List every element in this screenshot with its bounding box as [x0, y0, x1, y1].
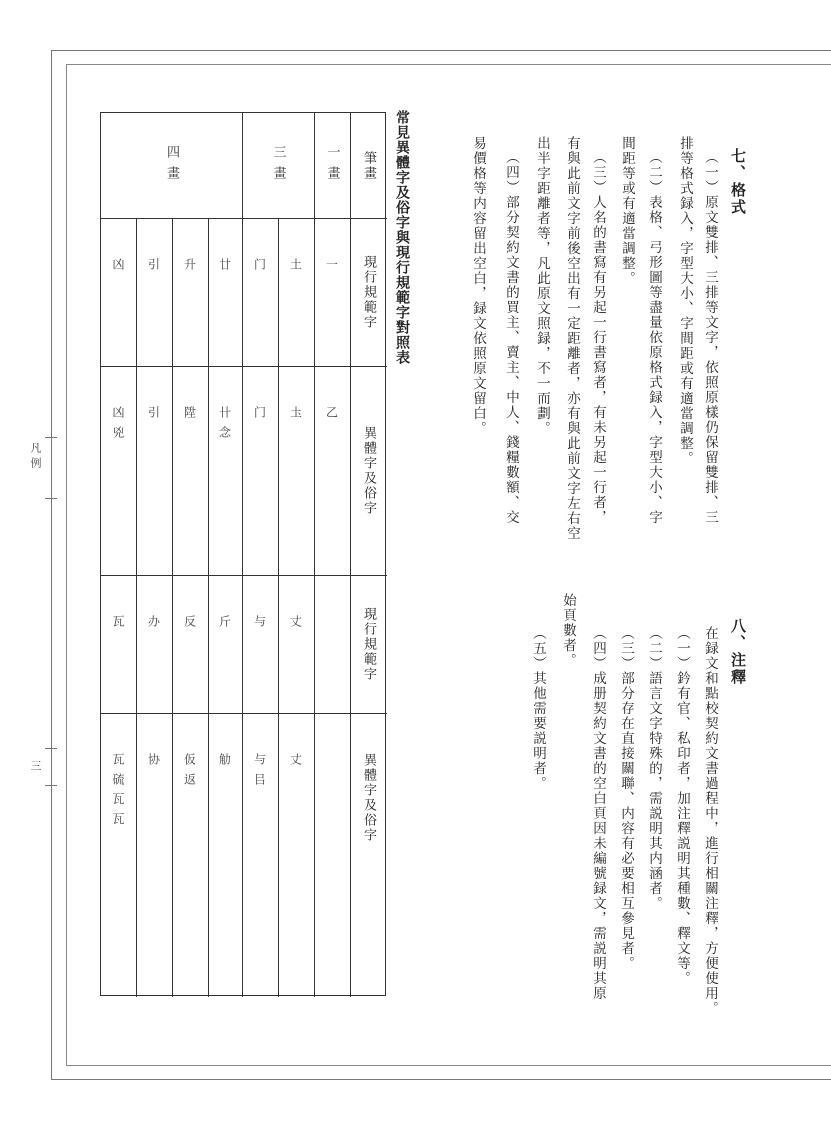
standard-char: 与 [252, 615, 267, 629]
standard-char: 反 [182, 615, 197, 629]
standard-char-cell [208, 218, 242, 366]
standard-char: 办 [146, 615, 161, 629]
variant-char: 乙 [324, 406, 339, 420]
header-standard-1-cell [350, 218, 387, 366]
standard-char-cell [208, 575, 242, 713]
variant-char-cell [172, 713, 208, 997]
standard-char: 斤 [217, 615, 232, 629]
standard-char-cell [314, 218, 350, 366]
variant-char-cell [172, 366, 208, 575]
variant-char-cell [136, 713, 172, 997]
standard-char-cell [278, 575, 314, 713]
margin-tick [45, 748, 57, 749]
header-strokes: 筆畫 [361, 150, 376, 181]
standard-char: 瓦 [111, 615, 125, 629]
stroke-group: 三畫 [270, 144, 286, 187]
variant-char-cell [208, 366, 242, 575]
table-grid [100, 112, 386, 996]
standard-char-cell [242, 575, 278, 713]
section-7-line: （四）部分契約文書的買主、賣主、中人、錢糧數額、交 [503, 150, 519, 525]
section-8-line: （四）成册契約文書的空白頁因未編號録文，需説明其原 [590, 626, 606, 1001]
variant-char: 丈 [288, 753, 303, 767]
stroke-group-cell [101, 113, 242, 218]
standard-char: 引 [146, 258, 161, 272]
variant-char: 门 [252, 406, 267, 420]
margin-tick [45, 437, 57, 438]
section-8-line: （一）鈐有官、私印者，加注釋説明其種數、釋文等。 [674, 626, 690, 986]
standard-char-cell [172, 575, 208, 713]
variant-char: 与 㠯 [252, 753, 267, 787]
section-8-line: （二）語言文字特殊的，需説明其内涵者。 [646, 626, 662, 911]
header-variant-2-cell [350, 713, 387, 997]
standard-char-cell [278, 218, 314, 366]
variant-char-cell [314, 366, 350, 575]
standard-char: 廿 [217, 258, 232, 272]
standard-char-cell [101, 218, 136, 366]
section-7-line: 出半字距離者等，凡此原文照録，不一而劃。 [534, 136, 550, 436]
section-7-line: 易價格等内容留出空白，録文依照原文留白。 [470, 136, 486, 436]
variant-char: 仮 返 [182, 753, 197, 787]
standard-char: 丈 [288, 615, 303, 629]
variant-char-cell [278, 713, 314, 997]
header-standard-1: 現行規範字 [361, 254, 376, 330]
variant-char: 引 [146, 406, 161, 420]
header-standard-2-cell [350, 575, 387, 713]
section-8-heading: 八、注釋 [729, 618, 747, 686]
standard-char: 门 [252, 258, 267, 272]
stroke-group: 四畫 [164, 144, 179, 187]
variant-char-cell [278, 366, 314, 575]
margin-tick [45, 785, 57, 786]
header-standard-2: 現行規範字 [361, 606, 376, 682]
variant-char: 协 [146, 753, 161, 767]
section-8-line: （五）其他需要説明者。 [530, 626, 546, 791]
variant-char-cell [208, 713, 242, 997]
stroke-group-cell [314, 113, 350, 218]
section-8-line: 在録文和點校契約文書過程中，進行相關注釋，方便使用。 [702, 626, 718, 1016]
table-title: 常見異體字及俗字與現行規範字對照表 [394, 110, 410, 365]
section-7-line: （三）人名的書寫有另起一行書寫者，有未另起一行者， [590, 150, 606, 525]
standard-char: 一 [324, 258, 339, 272]
header-variant-1: 異體字及俗字 [361, 425, 376, 516]
variant-char: 瓦 硫 瓦 瓦 [111, 753, 125, 827]
section-7-line: 排等格式録入，字型大小、字間距或有適當調整。 [677, 136, 693, 466]
section-7-line: （一）原文雙排、三排等文字，依照原樣仍保留雙排、三 [702, 150, 718, 525]
variant-char-cell [101, 366, 136, 575]
standard-char-cell [242, 218, 278, 366]
section-8-line: （三）部分存在直接關聯、内容有必要相互參見者。 [618, 626, 634, 971]
variant-char: 卄 念 [217, 406, 232, 440]
margin-section-label: 凡例 [29, 442, 42, 472]
margin-tick [45, 498, 57, 499]
standard-char-cell [136, 575, 172, 713]
section-7-line: （二）表格、弓形圖等盡量依原格式録入，字型大小、字 [646, 150, 662, 525]
variant-char-cell [242, 366, 278, 575]
variant-char: 陞 [182, 406, 197, 420]
header-variant-1-cell [350, 366, 387, 575]
header-variant-2: 異體字及俗字 [361, 753, 376, 843]
page-number: 三 [29, 760, 42, 771]
stroke-group: 一畫 [324, 144, 340, 187]
stroke-group-cell [242, 113, 314, 218]
variant-char-cell [136, 366, 172, 575]
section-7-line: 間距等或有適當調整。 [619, 136, 635, 286]
section-7-heading: 七、格式 [729, 148, 747, 216]
standard-char: 升 [182, 258, 197, 272]
variant-char-cell [242, 713, 278, 997]
variant-char: 凶 兇 [111, 406, 125, 440]
standard-char: 土 [288, 258, 303, 272]
section-7-line: 有與此前文字前後空出有一定距離者，亦有與此前文字左右空 [564, 136, 580, 541]
section-8-line: 始頁數者。 [560, 593, 576, 668]
standard-char-cell [172, 218, 208, 366]
standard-char-cell [136, 218, 172, 366]
variant-char: 圡 [288, 406, 303, 420]
standard-char-cell [101, 575, 136, 713]
standard-char: 凶 [111, 258, 125, 272]
variant-char: 觔 [217, 753, 232, 767]
variant-char-cell [101, 713, 136, 997]
header-strokes-cell [350, 113, 387, 218]
